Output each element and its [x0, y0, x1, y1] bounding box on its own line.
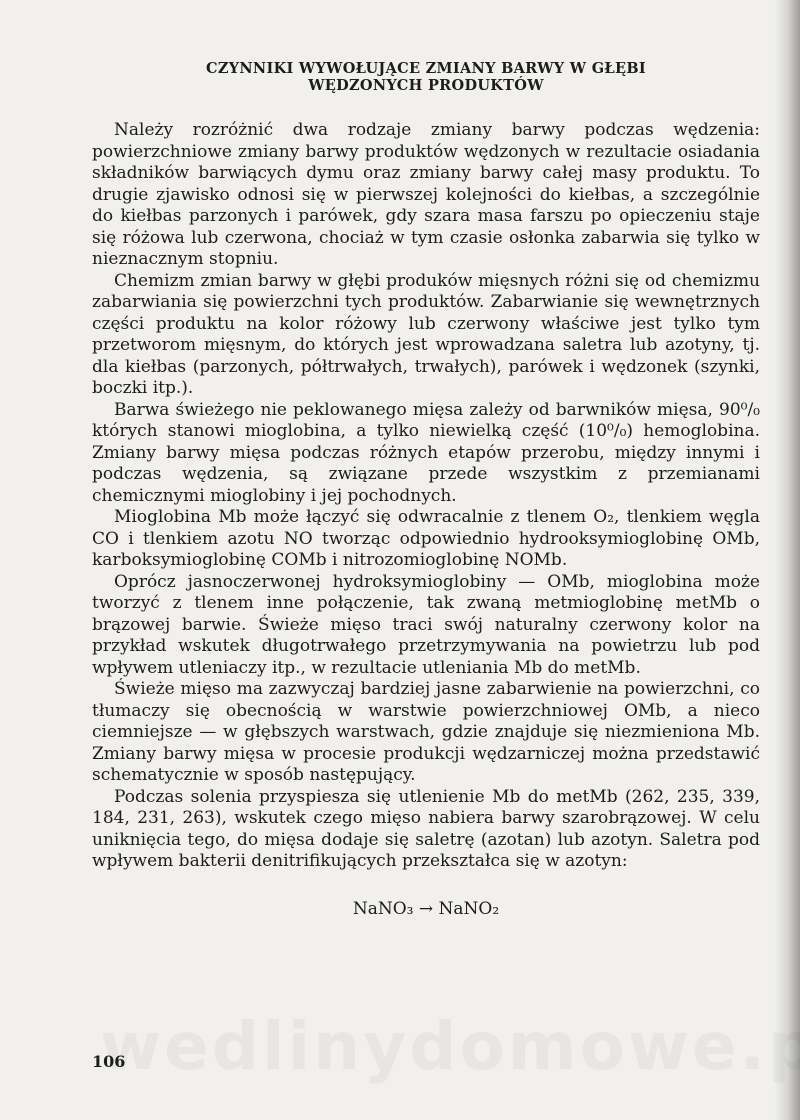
chapter-title-line-2: WĘDZONYCH PRODUKTÓW: [308, 77, 544, 94]
chemical-formula: NaNO₃ → NaNO₂: [352, 898, 500, 919]
page-content: [92, 60, 760, 920]
book-spine-shadow: [774, 0, 800, 1120]
chapter-title-line-1: CZYNNIKI WYWOŁUJĄCE ZMIANY BARWY W GŁĘBI: [206, 60, 646, 77]
paragraph-6: Świeże mięso ma zazwyczaj bardziej jasne zabarwienie na powierzchni, co tłumaczy się obecnością w warstwie powierzchniowej OMb, a nieco ciemniejsze — w głębszych warstwach, gdzie znajduje się niezmieniona Mb. Zmiany barwy mięsa w procesie produkcji wędzarniczej można przedstawić schematycznie w sposób następujący.: [92, 679, 760, 785]
watermark: [100, 1008, 740, 1085]
page-number: 106: [92, 1052, 126, 1071]
paragraph-7: Podczas solenia przyspiesza się utlenienie Mb do metMb (262, 235, 339, 184, 231, 263), wskutek czego mięso nabiera barwy szarobrązowej. W celu uniknięcia tego, do mięsa dodaje się saletrę (azotan) lub azotyn. Saletra pod wpływem bakterii denitrifikujących przekształca się w azotyn:: [92, 786, 760, 871]
chapter-title: [92, 60, 760, 94]
paragraph-2: Chemizm zmian barwy w głębi produków mięsnych różni się od chemizmu zabarwiania się powierzchni tych produktów. Zabarwianie się wewnętrznych części produktu na kolor różowy lub czerwony właściwe jest tylko tym przetworom mięsnym, do których jest wprowadzana saletra lub azotyny, tj. dla kiełbas (parzonych, półtrwałych, trwałych), parówek i wędzonek (szynki, boczki itp.).: [92, 270, 760, 398]
paragraph-4: Mioglobina Mb może łączyć się odwracalnie z tlenem O₂, tlenkiem węgla CO i tlenkiem azotu NO tworząc odpowiednio hydrooksymioglobinę OMb, karboksymioglobinę COMb i nitrozomioglobinę NOMb.: [92, 507, 760, 570]
paragraph-1: Należy rozróżnić dwa rodzaje zmiany barwy podczas wędzenia: powierzchniowe zmiany barwy produktów wędzonych w rezultacie osiadania składników barwiących dymu oraz zmiany barwy całej masy produktu. To drugie zjawisko odnosi się w pierwszej kolejności do kiełbas, a szczególnie do kiełbas parzonych i parówek, gdy szara masa farszu po opieczeniu staje się różowa lub czerwona, chociaż w tym czasie osłonka zabarwia się tylko w nieznacznym stopniu.: [92, 120, 760, 269]
paragraph-3: Barwa świeżego nie peklowanego mięsa zależy od barwników mięsa, 90⁰/₀ których stanowi mioglobina, a tylko niewielką część (10⁰/₀) hemoglobina. Zmiany barwy mięsa podczas różnych etapów przerobu, między innymi i podczas wędzenia, są związane przede wszystkim z przemianami chemicznymi mioglobiny i jej pochodnych.: [92, 399, 760, 506]
paragraph-5: Oprócz jasnoczerwonej hydroksymioglobiny — OMb, mioglobina może tworzyć z tlenem inne połączenie, tak zwaną metmioglobinę metMb o brązowej barwie. Świeże mięso traci swój naturalny czerwony kolor na przykład wskutek długotrwałego przetrzymywania na powietrzu lub pod wpływem utleniaczy itp., w rezultacie utleniania Mb do metMb.: [92, 571, 760, 678]
